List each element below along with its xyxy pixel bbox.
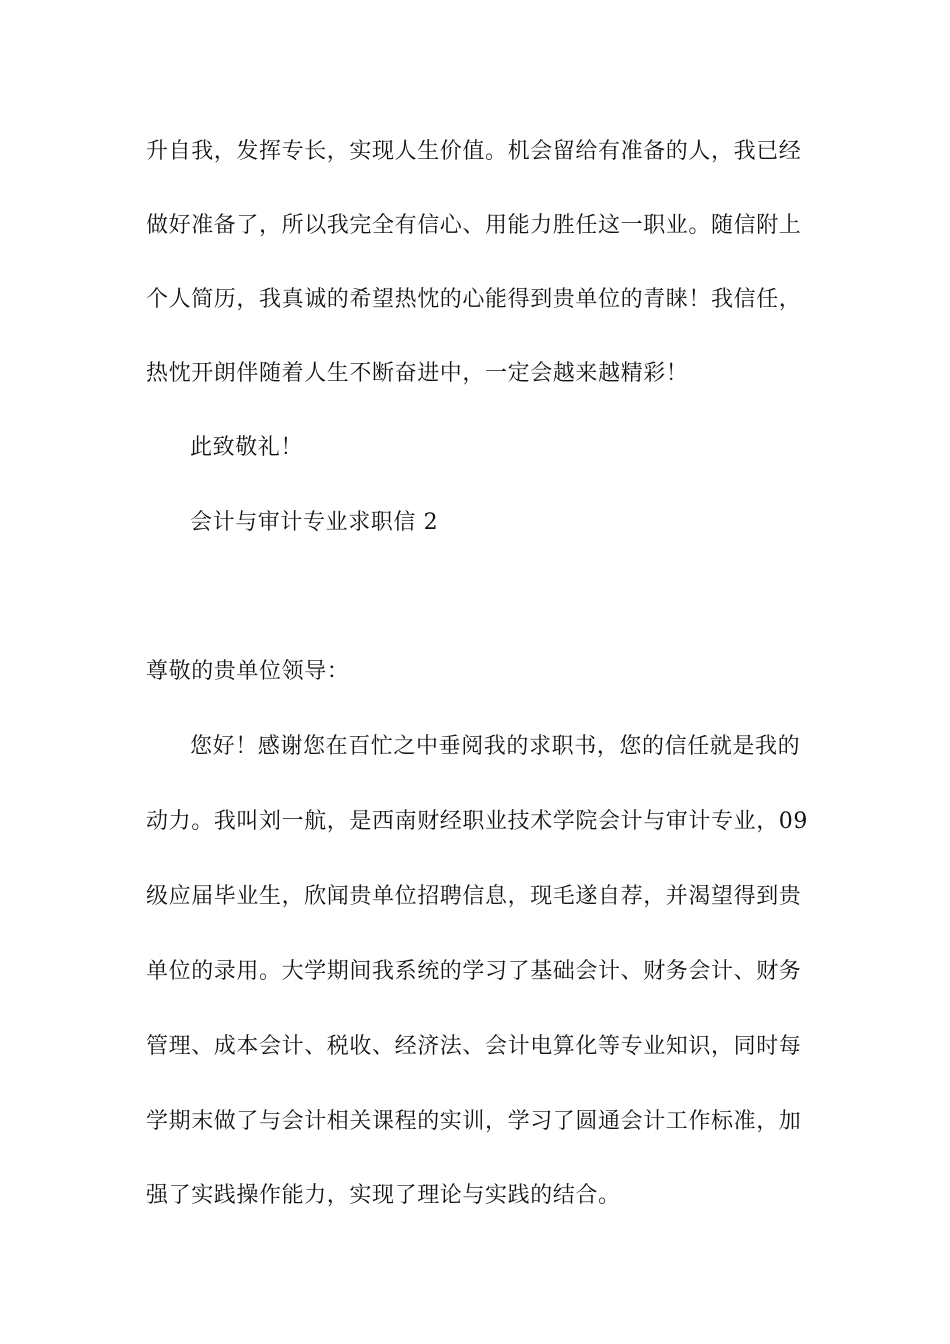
paragraph-line: 升自我，发挥专长，实现人生价值。机会留给有准备的人，我已经	[146, 139, 802, 164]
greeting: 尊敬的贵单位领导：	[146, 659, 350, 684]
paragraph-line: 管理、成本会计、税收、经济法、会计电算化等专业知识，同时每	[146, 1034, 802, 1059]
section-title: 会计与审计专业求职信 2	[190, 510, 439, 535]
paragraph-line: 做好准备了，所以我完全有信心、用能力胜任这一职业。随信附上	[146, 213, 802, 238]
paragraph-line: 个人简历，我真诚的希望热忱的心能得到贵单位的青睐！我信任，	[146, 287, 802, 312]
paragraph-line: 级应届毕业生，欣闻贵单位招聘信息，现毛遂自荐，并渴望得到贵	[146, 884, 802, 909]
paragraph-line: 动力。我叫刘一航，是西南财经职业技术学院会计与审计专业，09	[146, 809, 808, 834]
paragraph-line: 强了实践操作能力，实现了理论与实践的结合。	[146, 1183, 621, 1208]
paragraph-line: 单位的录用。大学期间我系统的学习了基础会计、财务会计、财务	[146, 959, 802, 984]
paragraph-line: 热忱开朗伴随着人生不断奋进中，一定会越来越精彩！	[146, 361, 689, 386]
closing-salutation: 此致敬礼！	[190, 435, 304, 460]
paragraph-line: 学期末做了与会计相关课程的实训，学习了圆通会计工作标准，加	[146, 1109, 802, 1134]
paragraph-line: 您好！感谢您在百忙之中垂阅我的求职书，您的信任就是我的	[190, 734, 801, 759]
